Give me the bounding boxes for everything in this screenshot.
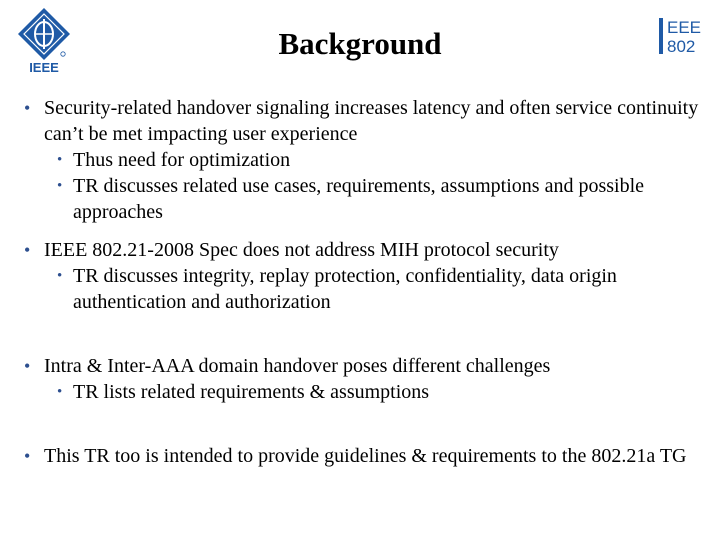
bullet-dot-icon: • <box>24 240 31 260</box>
bullet-text: This TR too is intended to provide guidelines & requirements to the 802.21a TG <box>44 445 687 467</box>
bullet-text: Security-related handover signaling increases latency and often service continuity can’t be met impacting user experience <box>44 97 699 145</box>
ieee-802-logo-line2: 802 <box>667 37 696 56</box>
bullet-text: IEEE 802.21-2008 Spec does not address MIH protocol security <box>44 239 559 261</box>
sub-bullet-dot-icon: • <box>57 384 63 400</box>
sub-bullet-dot-icon: • <box>57 152 63 168</box>
bullet-text: Intra & Inter-AAA domain handover poses different challenges <box>44 355 551 377</box>
ieee-802-logo <box>655 15 703 57</box>
bullet-group <box>24 443 704 469</box>
slide-title: Background <box>278 26 442 61</box>
bullet-item <box>24 443 704 469</box>
sub-bullet-dot-icon: • <box>57 268 63 284</box>
bullet-dot-icon: • <box>24 356 31 376</box>
bullet-dot-icon: • <box>24 98 31 118</box>
bullet-group <box>24 353 704 405</box>
bullet-group <box>24 95 704 225</box>
bullet-item <box>24 95 704 147</box>
sub-bullet-item <box>24 379 704 405</box>
sub-bullet-item <box>24 173 704 225</box>
sub-bullet-dot-icon: • <box>57 178 63 194</box>
slide-content <box>24 95 704 469</box>
bullet-item <box>24 237 704 263</box>
ieee-logo-text: IEEE <box>29 60 59 74</box>
ieee-802-logo-line1: EEE <box>667 18 702 37</box>
sub-bullet-text: TR discusses integrity, replay protection, confidentiality, data origin authentication and authorization <box>73 265 617 313</box>
sub-bullet-item <box>24 263 704 315</box>
ieee-802-logo-bar <box>659 18 663 54</box>
bullet-dot-icon: • <box>24 446 31 466</box>
sub-bullet-item <box>24 147 704 173</box>
sub-bullet-text: TR lists related requirements & assumptions <box>73 381 430 403</box>
bullet-item <box>24 353 704 379</box>
sub-bullet-text: TR discusses related use cases, requirements, assumptions and possible approaches <box>73 175 644 223</box>
bullet-group <box>24 237 704 315</box>
sub-bullet-text: Thus need for optimization <box>73 149 291 171</box>
